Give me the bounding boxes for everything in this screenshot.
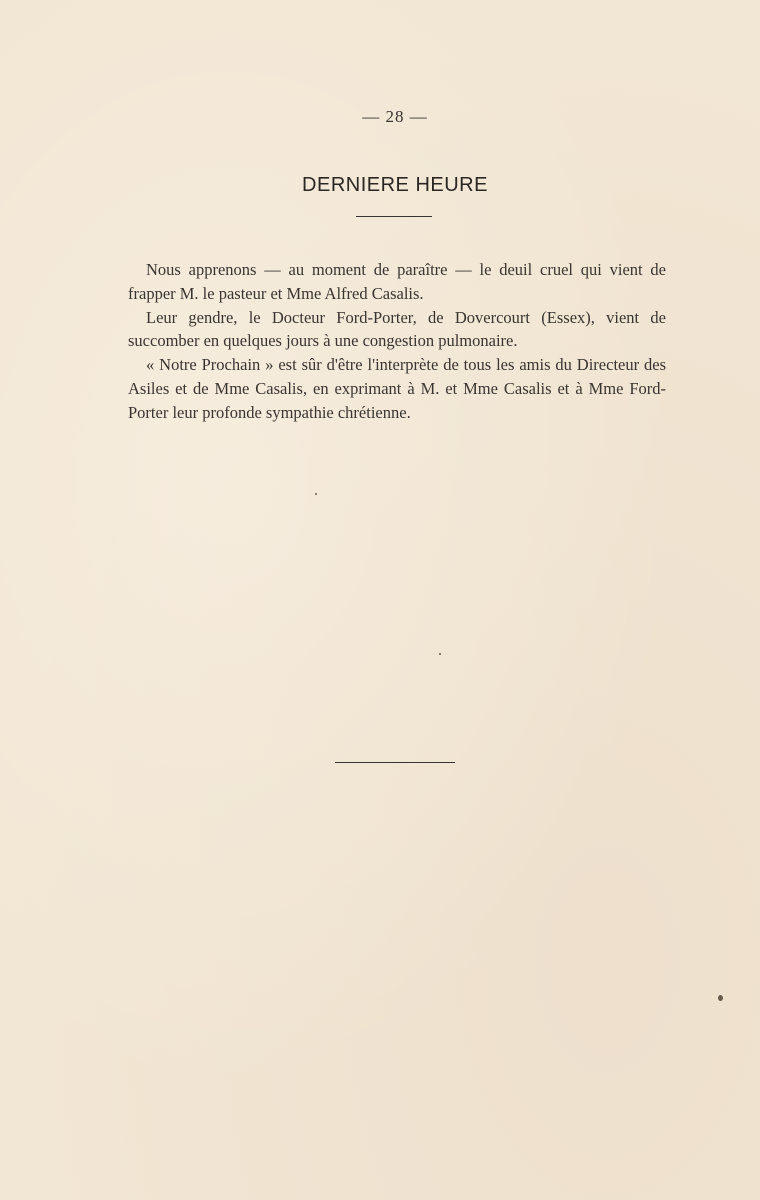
article-body xyxy=(128,258,666,425)
paragraph: Leur gendre, le Docteur Ford-Porter, de Dovercourt (Essex), vient de succomber en quelques jours à une congestion pulmonaire. xyxy=(128,307,666,351)
paragraph: Nous apprenons — au moment de paraître — le deuil cruel qui vient de frapper M. le pasteur et Mme Alfred Casalis. xyxy=(128,260,666,303)
end-rule xyxy=(335,762,455,763)
paper-speck xyxy=(718,995,723,1001)
paper-speck xyxy=(439,653,441,655)
section-title: DERNIERE HEURE xyxy=(302,174,488,196)
page-number: — 28 — xyxy=(362,107,428,126)
title-underline-rule xyxy=(356,216,432,217)
paper-speck xyxy=(315,493,317,495)
paragraph: « Notre Prochain » est sûr d'être l'interprète de tous les amis du Directeur des Asiles et de Mme Casalis, en exprimant à M. et Mme Casalis et à Mme Ford-Porter leur profonde sympathie chrétienne. xyxy=(128,355,666,422)
